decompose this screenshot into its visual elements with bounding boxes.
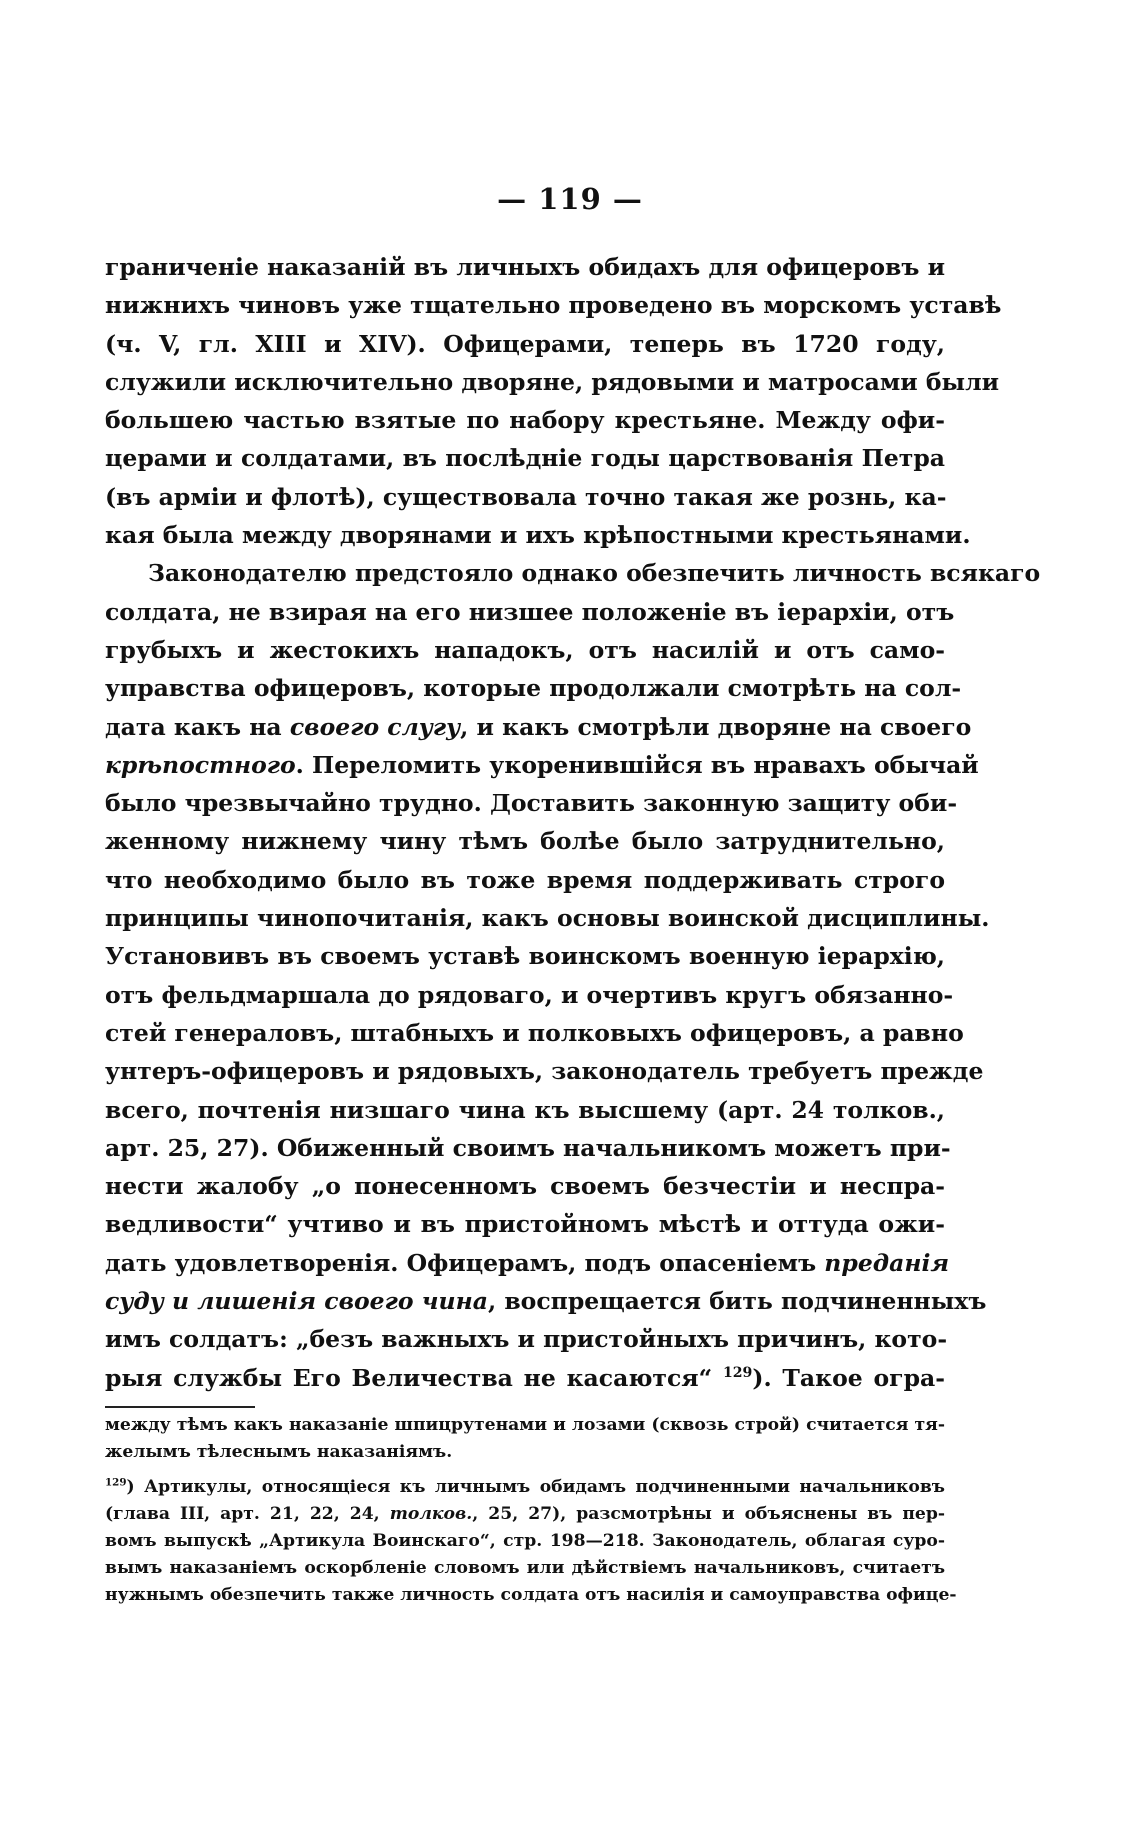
text-segment: , 25, 27), разсмотрѣны и объяснены въ пер-	[472, 1504, 945, 1524]
text-line	[105, 1244, 950, 1282]
text-line: нижнихъ чиновъ уже тщательно проведено въ морскомъ уставѣ	[105, 291, 1002, 320]
footnote-ref: 129	[722, 1364, 753, 1381]
text-segment: дать удовлетворенія. Офицерамъ, подъ опасеніемъ	[105, 1248, 825, 1277]
text-line	[105, 708, 972, 746]
italic-phrase: преданія	[824, 1248, 950, 1277]
text-line: нести жалобу „о понесенномъ своемъ безчестіи и неспра-	[105, 1172, 945, 1201]
text-line: всего, почтенія низшаго чина къ высшему (арт. 24 толков.,	[105, 1095, 945, 1124]
italic-phrase: своего слугу	[289, 712, 461, 741]
footnote-line: желымъ тѣлеснымъ наказаніямъ.	[105, 1442, 453, 1462]
text-line: женному нижнему чину тѣмъ болѣе было затруднительно,	[105, 827, 945, 856]
text-line: арт. 25, 27). Обиженный своимъ начальникомъ можетъ при-	[105, 1133, 951, 1162]
text-line	[105, 1282, 987, 1320]
text-line: служили исключительно дворяне, рядовыми и матросами были	[105, 367, 1000, 396]
footnote-line: нужнымъ обезпечить также личность солдата отъ насилія и самоуправства офице-	[105, 1585, 957, 1605]
text-line: отъ фельдмаршала до рядоваго, и очертивъ кругъ обязанно-	[105, 980, 954, 1009]
text-line: кая была между дворянами и ихъ крѣпостными крестьянами.	[105, 521, 971, 550]
page-number: — 119 —	[497, 182, 643, 216]
text-segment: ). Такое огра-	[752, 1363, 945, 1392]
footnotes	[105, 1412, 957, 1609]
footnote-line	[105, 1474, 945, 1501]
text-segment: , воспрещается бить подчиненныхъ	[487, 1287, 987, 1316]
text-line: церами и солдатами, въ послѣдніе годы царствованія Петра	[105, 444, 945, 473]
text-line: грубыхъ и жестокихъ нападокъ, отъ насилій и отъ само-	[105, 635, 945, 664]
text-line: что необходимо было въ тоже время поддерживать строго	[105, 865, 945, 894]
text-segment: ) Артикулы, относящіеся къ личнымъ обидамъ подчиненными начальниковъ	[126, 1477, 945, 1497]
italic-phrase: толков.	[389, 1504, 473, 1524]
footnote-gap	[105, 1466, 945, 1474]
text-line: унтеръ-офицеровъ и рядовыхъ, законодатель требуетъ прежде	[105, 1057, 984, 1086]
footnote-line: вымъ наказаніемъ оскорбленіе словомъ или дѣйствіемъ начальниковъ, считаетъ	[105, 1558, 945, 1578]
text-line: стей генераловъ, штабныхъ и полковыхъ офицеровъ, а равно	[105, 1018, 964, 1047]
footnote-line	[105, 1501, 945, 1528]
text-line: Законодателю предстояло однако обезпечить личность всякаго	[148, 559, 1041, 588]
main-text	[105, 248, 1041, 1397]
text-segment: . Переломить укоренившійся въ нравахъ обычай	[295, 750, 979, 779]
footnote-line: вомъ выпускѣ „Артикула Воинскаго“, стр. 198—218. Законодатель, облагая суро-	[105, 1531, 945, 1551]
text-line: (въ арміи и флотѣ), существовала точно такая же рознь, ка-	[105, 482, 947, 511]
text-segment: , и какъ смотрѣли дворяне на своего	[460, 712, 972, 741]
text-line: было чрезвычайно трудно. Доставить законную защиту оби-	[105, 789, 958, 818]
text-line	[105, 746, 979, 784]
text-line: граниченіе наказаній въ личныхъ обидахъ для офицеровъ и	[105, 253, 945, 281]
text-line: ведливости“ учтиво и въ пристойномъ мѣстѣ и оттуда ожи-	[105, 1210, 945, 1239]
text-line: Установивъ въ своемъ уставѣ воинскомъ военную іерархію,	[105, 942, 945, 971]
italic-phrase: суду и лишенія своего чина	[105, 1287, 488, 1316]
footnote-divider	[105, 1406, 255, 1408]
text-line: управства офицеровъ, которые продолжали смотрѣть на сол-	[105, 674, 962, 703]
text-segment: дата какъ на	[105, 712, 290, 741]
text-line: имъ солдатъ: „безъ важныхъ и пристойныхъ причинъ, кото-	[105, 1325, 948, 1354]
footnote-number: 129	[105, 1476, 127, 1489]
text-line: солдата, не взирая на его низшее положеніе въ іерархіи, отъ	[105, 597, 955, 626]
text-line: принципы чинопочитанія, какъ основы воинской дисциплины.	[105, 904, 990, 933]
text-line: большею частью взятые по набору крестьяне. Между офи-	[105, 406, 945, 435]
italic-phrase: крѣпостного	[105, 750, 296, 779]
text-segment: (глава III, арт. 21, 22, 24,	[105, 1504, 390, 1524]
text-line	[105, 1359, 945, 1397]
footnote-line: между тѣмъ какъ наказаніе шпицрутенами и лозами (сквозь строй) считается тя-	[105, 1415, 945, 1435]
text-segment: рыя службы Его Величества не касаются“	[105, 1363, 723, 1392]
text-line: (ч. V, гл. XIII и XIV). Офицерами, теперь въ 1720 году,	[105, 329, 945, 358]
